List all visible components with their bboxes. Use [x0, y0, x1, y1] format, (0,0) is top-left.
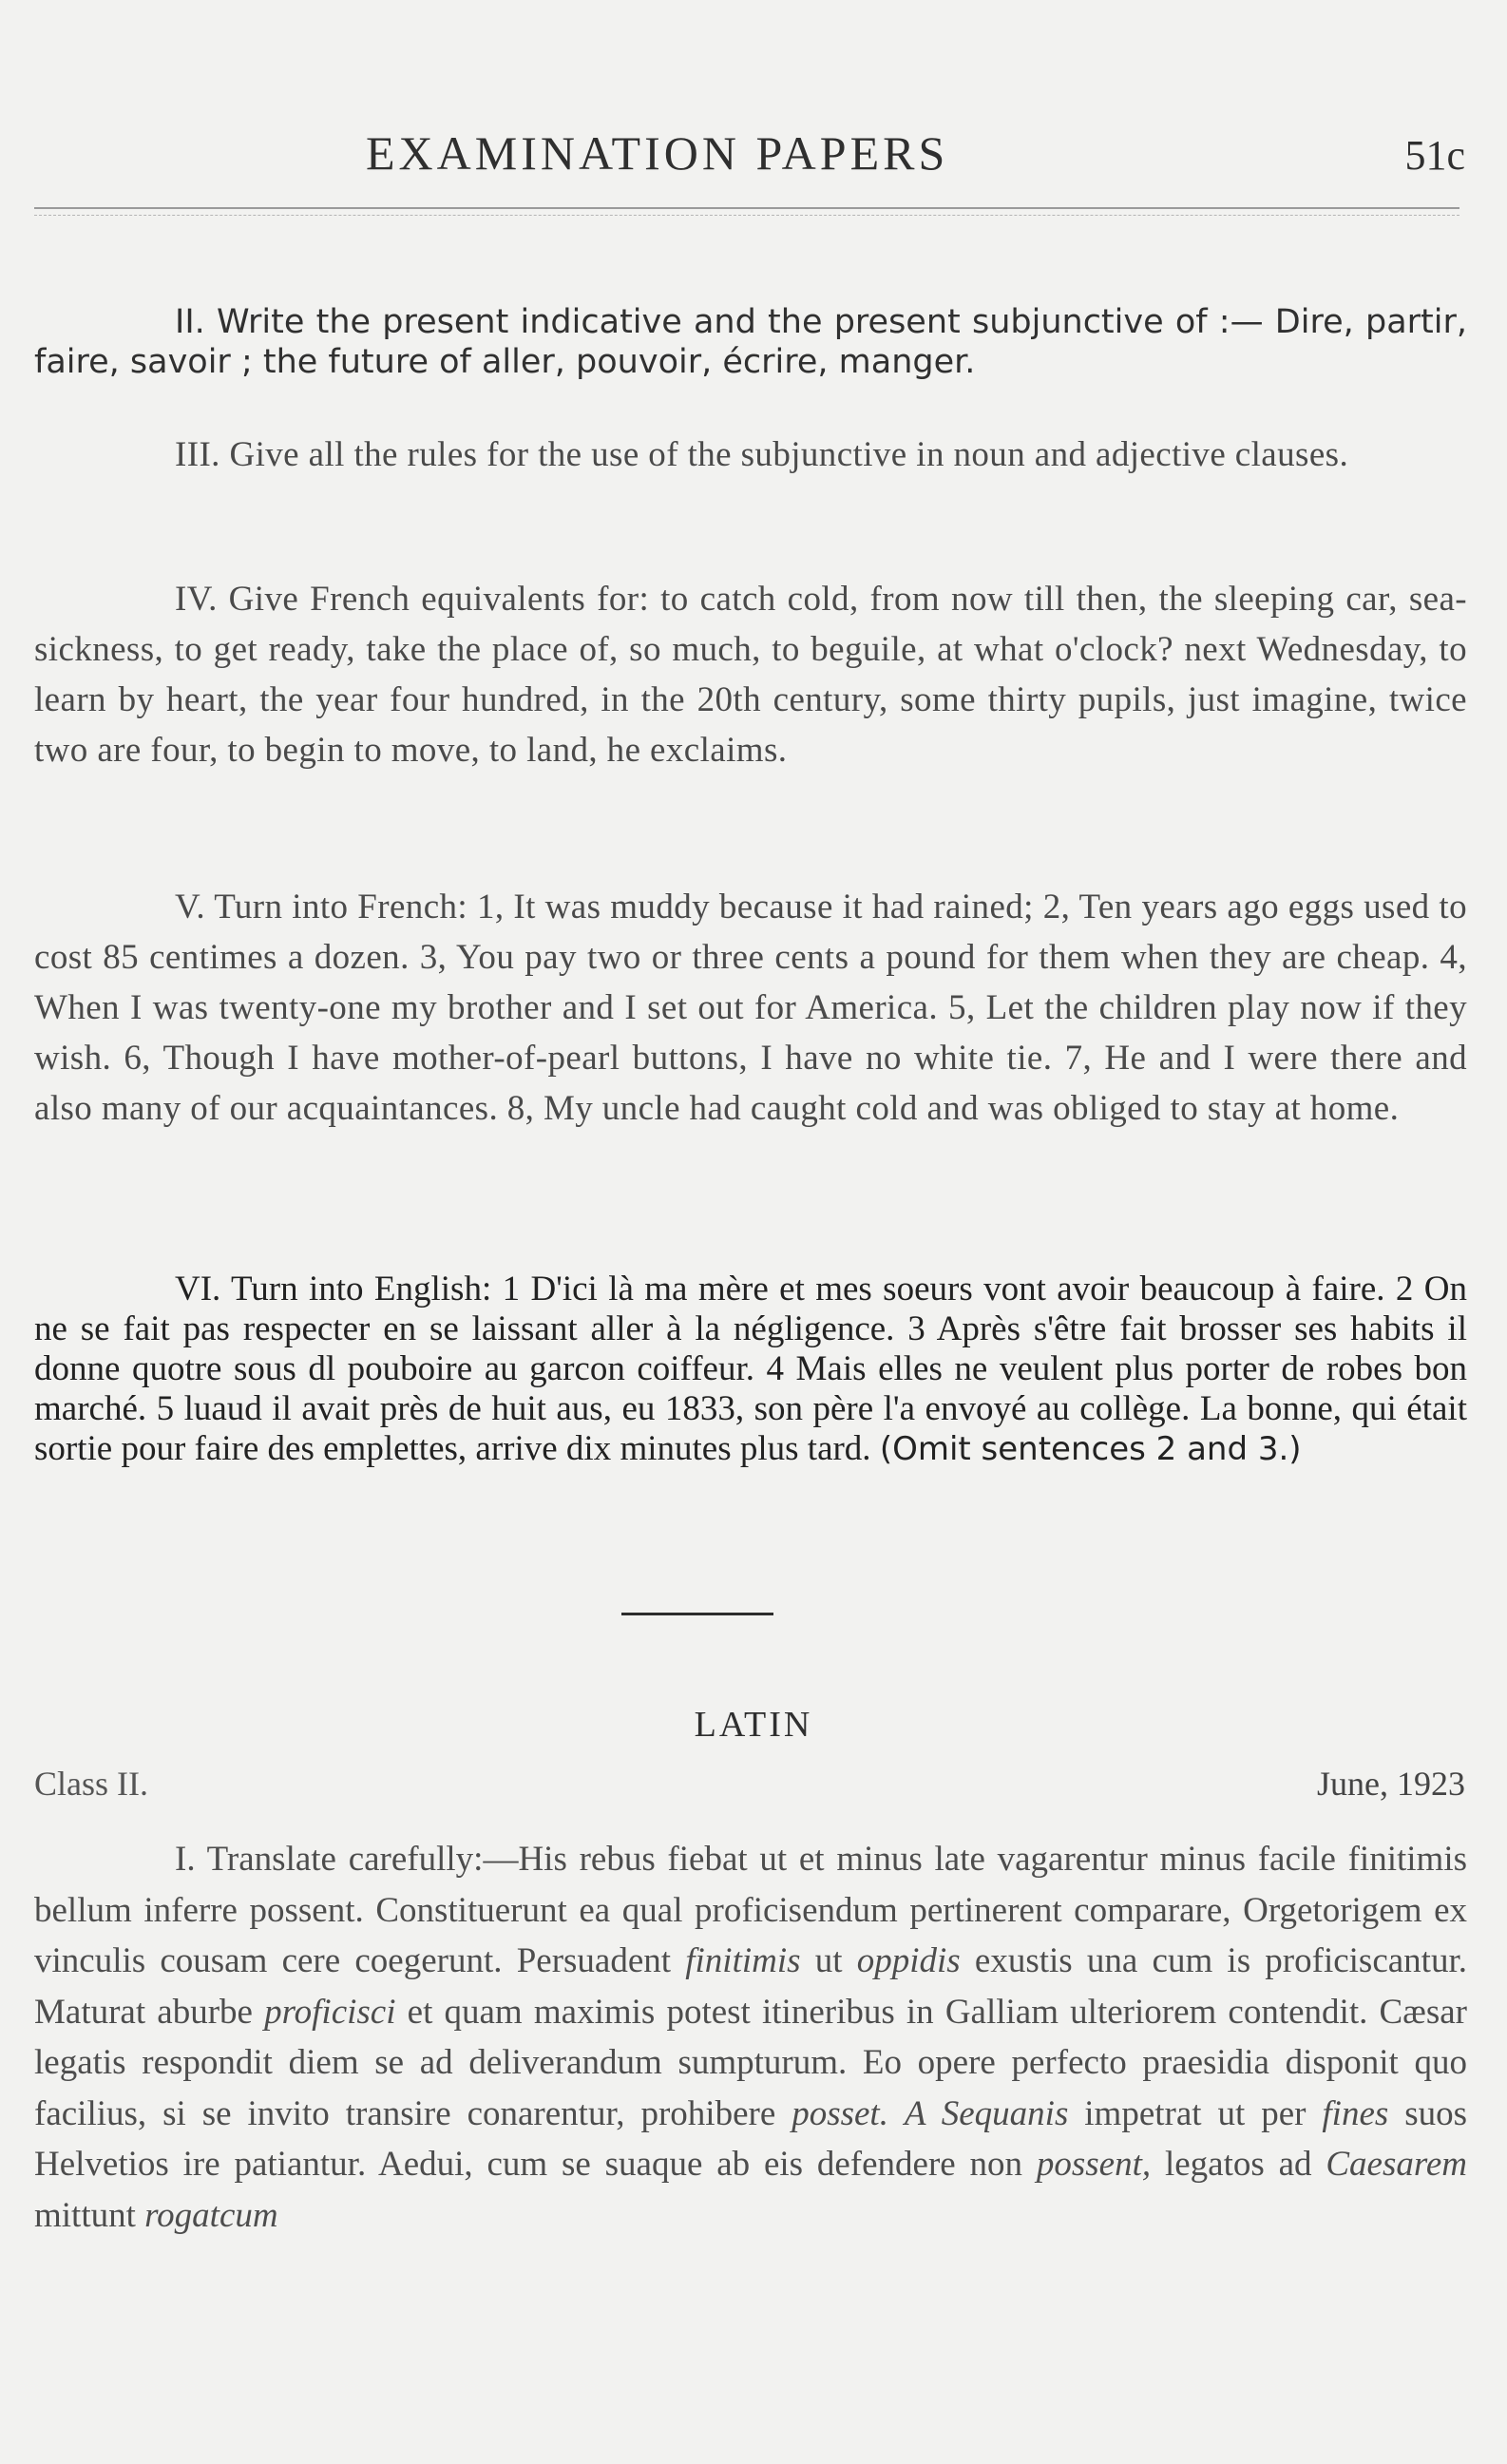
latin-italic-6: fines — [1322, 2093, 1389, 2133]
latin-italic-9: rogatcum — [144, 2195, 278, 2235]
question-iii — [34, 430, 1467, 480]
header-rule — [34, 207, 1459, 209]
latin-italic-1: finitimis — [685, 1941, 801, 1980]
latin-italic-2: oppidis — [856, 1941, 961, 1980]
question-iv — [34, 574, 1467, 775]
latin-text-5: impetrat ut per — [1084, 2093, 1307, 2133]
latin-text-2: ut — [814, 1941, 843, 1980]
question-iii-text: III. Give all the rules for the use of the subjunctive in noun and adjective clauses. — [175, 435, 1349, 474]
latin-text-8: mittunt — [34, 2195, 136, 2235]
latin-heading: LATIN — [694, 1705, 813, 1745]
page-number: 51c — [1404, 132, 1465, 179]
question-v-text: V. Turn into French: 1, It was muddy because it had rained; 2, Ten years ago eggs used to cost 85 centimes a dozen. 3, You pay two or three cents a pound for them when they are cheap. 4, When I was twenty-one my brother and I set out for America. 5, Let the children play now if they wish. 6, Though I have mother-of-pearl buttons, I have no white tie. 7, He and I were there and also many of our acquaintances. 8, My uncle had caught cold and was obliged to stay at home. — [34, 888, 1467, 1128]
running-head: EXAMINATION PAPERS — [366, 126, 949, 180]
question-vi-omit-note: (Omit sentences 2 and 3.) — [879, 1430, 1302, 1468]
latin-text-3: exustis una cum is proficiscantur. Maturat aburbe — [34, 1941, 1467, 2032]
header-rule-secondary — [34, 215, 1459, 216]
question-ii — [34, 302, 1467, 382]
question-ii-text: II. Write the present indicative and the present subjunctive of :— Dire, partir, faire, savoir ; the future of aller, pouvoir, écrire, manger. — [34, 303, 1467, 381]
latin-question-i — [34, 1834, 1467, 2241]
latin-text-1: I. Translate carefully:—His rebus fiebat ut et minus late vagarentur minus facile finitimis bellum inferre possent. Constituerunt ea qual proficisendum pertinerent comparare, Orgetorigem ex vinculis cousam cere coegerunt. Persuadent — [34, 1840, 1467, 1980]
question-vi-paragraph — [34, 1270, 1467, 1469]
latin-italic-4: posset. — [792, 2093, 888, 2133]
latin-question-i-text — [34, 1834, 1467, 2241]
question-vi — [34, 1270, 1467, 1469]
latin-italic-7: possent, — [1036, 2145, 1152, 2184]
latin-text-4: et quam maximis potest itineribus in Galliam ulteriorem contendit. Cæsar legatis respondit diem se ad deliverandum sumpturum. Eo opere perfecto praesidia disponit quo facilius, si se invito transire conarentur, prohibere — [34, 1992, 1468, 2133]
latin-italic-3: proficisci — [264, 1992, 396, 2032]
latin-text-6: suos Helvetios ire patiantur. Aedui, cum se suaque ab eis defendere non — [34, 2093, 1468, 2184]
latin-italic-5: A Sequanis — [904, 2093, 1069, 2133]
class-label: Class II. — [34, 1765, 148, 1803]
question-vi-text: VI. Turn into English: 1 D'ici là ma mère et mes soeurs vont avoir beaucoup à faire. 2 On ne se fait pas respecter en se laissant aller à la négligence. 3 Après s'être fait brosser ses habits il donne quotre sous dl pouboire au garcon coiffeur. 4 Mais elles ne veulent plus porter de robes bon marché. 5 luaud il avait près de huit aus, eu 1833, son père l'a envoyé au collège. La bonne, qui était sortie pour faire des emplettes, arrive dix minutes plus tard. — [34, 1270, 1467, 1468]
exam-date: June, 1923 — [1317, 1765, 1465, 1803]
question-iv-text: IV. Give French equivalents for: to catch cold, from now till then, the sleeping car, sea-sickness, to get ready, take the place of, so much, to beguile, at what o'clock? next Wednesday, to learn by heart, the year four hundred, in the 20th century, some thirty pupils, just imagine, twice two are four, to begin to move, to land, he exclaims. — [34, 580, 1467, 770]
latin-italic-8: Caesarem — [1326, 2145, 1468, 2184]
latin-text-7: legatos ad — [1164, 2145, 1312, 2184]
question-v — [34, 882, 1467, 1134]
section-divider — [621, 1613, 773, 1615]
